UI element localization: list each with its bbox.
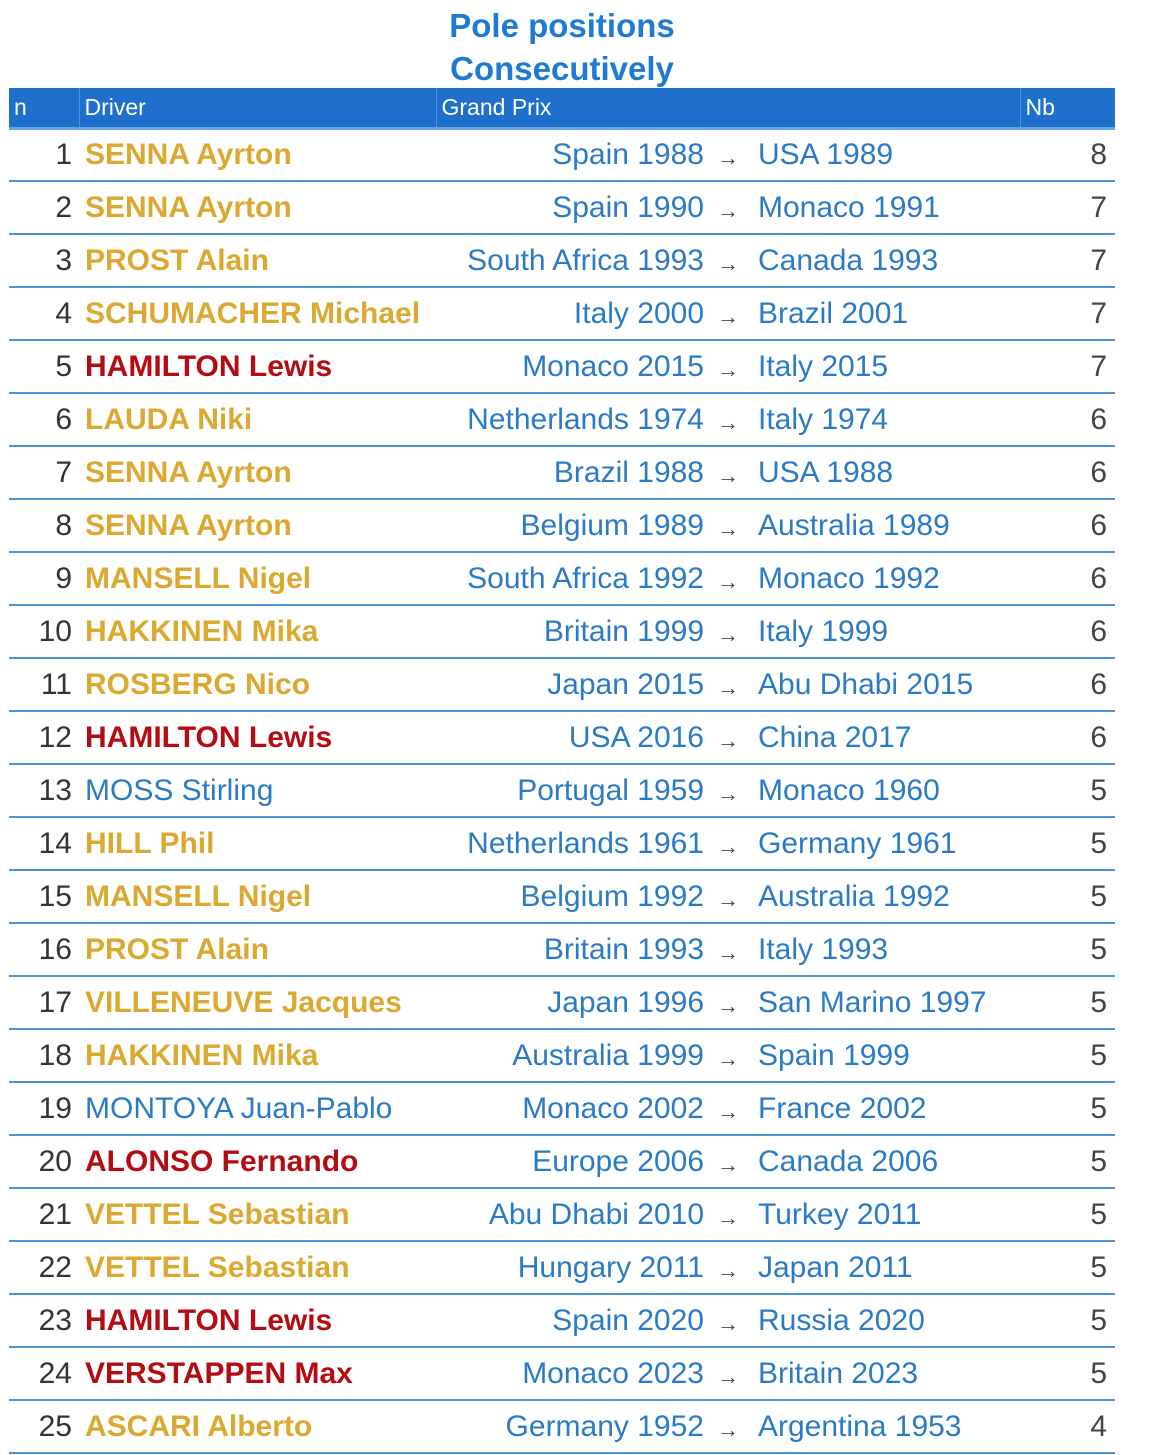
grand-prix-end[interactable]: Italy 1993	[752, 923, 1020, 976]
table-row	[9, 1294, 1115, 1347]
grand-prix-end[interactable]: Turkey 2011	[752, 1188, 1020, 1241]
pole-count: 5	[1020, 817, 1115, 870]
driver-name[interactable]: PROST Alain	[79, 234, 436, 287]
arrow-icon: →	[704, 1241, 752, 1294]
row-number: 19	[9, 1082, 79, 1135]
row-number: 22	[9, 1241, 79, 1294]
grand-prix-start[interactable]: Britain 1993	[436, 923, 704, 976]
driver-name[interactable]: MONTOYA Juan-Pablo	[79, 1082, 436, 1135]
table-row	[9, 1400, 1115, 1453]
grand-prix-end[interactable]: China 2017	[752, 711, 1020, 764]
table-row	[9, 605, 1115, 658]
arrow-icon: →	[704, 446, 752, 499]
pole-count: 7	[1020, 181, 1115, 234]
arrow-icon: →	[704, 181, 752, 234]
grand-prix-start[interactable]: USA 2016	[436, 711, 704, 764]
driver-name[interactable]: HAMILTON Lewis	[79, 1294, 436, 1347]
driver-name[interactable]: VERSTAPPEN Max	[79, 1347, 436, 1400]
row-number: 11	[9, 658, 79, 711]
table-title	[0, 4, 1124, 90]
driver-name[interactable]: VETTEL Sebastian	[79, 1241, 436, 1294]
grand-prix-start[interactable]: Monaco 2015	[436, 340, 704, 393]
row-number: 21	[9, 1188, 79, 1241]
driver-name[interactable]: ALONSO Fernando	[79, 1135, 436, 1188]
table-row	[9, 817, 1115, 870]
pole-positions-table	[9, 88, 1115, 1454]
grand-prix-start[interactable]: Italy 2000	[436, 287, 704, 340]
arrow-icon: →	[704, 1082, 752, 1135]
arrow-icon: →	[704, 711, 752, 764]
arrow-icon: →	[704, 1188, 752, 1241]
grand-prix-end[interactable]: Monaco 1992	[752, 552, 1020, 605]
grand-prix-start[interactable]: Spain 2020	[436, 1294, 704, 1347]
driver-name[interactable]: ASCARI Alberto	[79, 1400, 436, 1453]
row-number: 9	[9, 552, 79, 605]
row-number: 7	[9, 446, 79, 499]
driver-name[interactable]: MOSS Stirling	[79, 764, 436, 817]
row-number: 14	[9, 817, 79, 870]
row-number: 16	[9, 923, 79, 976]
arrow-icon: →	[704, 393, 752, 446]
pole-count: 5	[1020, 976, 1115, 1029]
table-row	[9, 446, 1115, 499]
row-number: 24	[9, 1347, 79, 1400]
arrow-icon: →	[704, 499, 752, 552]
row-number: 3	[9, 234, 79, 287]
arrow-icon: →	[704, 552, 752, 605]
grand-prix-start[interactable]: Germany 1952	[436, 1400, 704, 1453]
pole-count: 5	[1020, 1082, 1115, 1135]
pole-count: 5	[1020, 1294, 1115, 1347]
driver-name[interactable]: VETTEL Sebastian	[79, 1188, 436, 1241]
grand-prix-end[interactable]: Australia 1989	[752, 499, 1020, 552]
driver-name[interactable]: SENNA Ayrton	[79, 181, 436, 234]
arrow-icon: →	[704, 605, 752, 658]
table-row	[9, 1135, 1115, 1188]
table-header	[9, 88, 1115, 128]
driver-name[interactable]: SENNA Ayrton	[79, 499, 436, 552]
grand-prix-end[interactable]: Brazil 2001	[752, 287, 1020, 340]
driver-name[interactable]: HILL Phil	[79, 817, 436, 870]
pole-count: 5	[1020, 764, 1115, 817]
driver-name[interactable]: SENNA Ayrton	[79, 446, 436, 499]
table-row	[9, 1347, 1115, 1400]
driver-name[interactable]: HAMILTON Lewis	[79, 340, 436, 393]
table-row	[9, 976, 1115, 1029]
row-number: 23	[9, 1294, 79, 1347]
table-row	[9, 870, 1115, 923]
pole-count: 6	[1020, 658, 1115, 711]
driver-name[interactable]: ROSBERG Nico	[79, 658, 436, 711]
row-number: 1	[9, 128, 79, 181]
grand-prix-start[interactable]: Japan 2015	[436, 658, 704, 711]
driver-name[interactable]: LAUDA Niki	[79, 393, 436, 446]
table-row	[9, 340, 1115, 393]
driver-name[interactable]: HAKKINEN Mika	[79, 605, 436, 658]
table-body	[9, 128, 1115, 1453]
driver-name[interactable]: HAKKINEN Mika	[79, 1029, 436, 1082]
grand-prix-start[interactable]: Belgium 1992	[436, 870, 704, 923]
header-driver[interactable]: Driver	[79, 88, 436, 128]
pole-count: 6	[1020, 711, 1115, 764]
grand-prix-start[interactable]: South Africa 1993	[436, 234, 704, 287]
row-number: 12	[9, 711, 79, 764]
arrow-icon: →	[704, 287, 752, 340]
arrow-icon: →	[704, 1400, 752, 1453]
pole-count: 5	[1020, 1241, 1115, 1294]
table-row	[9, 1188, 1115, 1241]
grand-prix-start[interactable]: Portugal 1959	[436, 764, 704, 817]
grand-prix-end[interactable]: Canada 2006	[752, 1135, 1020, 1188]
pole-count: 8	[1020, 128, 1115, 181]
grand-prix-end[interactable]: Argentina 1953	[752, 1400, 1020, 1453]
grand-prix-start[interactable]: Monaco 2023	[436, 1347, 704, 1400]
driver-name[interactable]: MANSELL Nigel	[79, 552, 436, 605]
grand-prix-start[interactable]: Australia 1999	[436, 1029, 704, 1082]
grand-prix-start[interactable]: Spain 1990	[436, 181, 704, 234]
grand-prix-start[interactable]: Monaco 2002	[436, 1082, 704, 1135]
arrow-icon: →	[704, 234, 752, 287]
title-line-1: Pole positions	[449, 7, 675, 44]
table-row	[9, 711, 1115, 764]
table-row	[9, 552, 1115, 605]
arrow-icon: →	[704, 1135, 752, 1188]
row-number: 6	[9, 393, 79, 446]
arrow-icon: →	[704, 976, 752, 1029]
pole-count: 6	[1020, 552, 1115, 605]
grand-prix-end[interactable]: Canada 1993	[752, 234, 1020, 287]
header-n[interactable]: n	[9, 88, 79, 128]
header-nb[interactable]: Nb	[1020, 88, 1115, 128]
table-row	[9, 1241, 1115, 1294]
arrow-icon: →	[704, 923, 752, 976]
grand-prix-start[interactable]: Brazil 1988	[436, 446, 704, 499]
arrow-icon: →	[704, 340, 752, 393]
row-number: 13	[9, 764, 79, 817]
grand-prix-end[interactable]: Japan 2011	[752, 1241, 1020, 1294]
grand-prix-end[interactable]: Britain 2023	[752, 1347, 1020, 1400]
row-number: 20	[9, 1135, 79, 1188]
grand-prix-start[interactable]: Abu Dhabi 2010	[436, 1188, 704, 1241]
pole-count: 5	[1020, 923, 1115, 976]
grand-prix-start[interactable]: South Africa 1992	[436, 552, 704, 605]
grand-prix-end[interactable]: Russia 2020	[752, 1294, 1020, 1347]
header-grand-prix[interactable]: Grand Prix	[436, 88, 1020, 128]
table-row	[9, 181, 1115, 234]
arrow-icon: →	[704, 1347, 752, 1400]
grand-prix-end[interactable]: Australia 1992	[752, 870, 1020, 923]
grand-prix-end[interactable]: Italy 1999	[752, 605, 1020, 658]
header-row	[9, 88, 1115, 128]
grand-prix-end[interactable]: Monaco 1960	[752, 764, 1020, 817]
pole-count: 6	[1020, 393, 1115, 446]
grand-prix-start[interactable]: Japan 1996	[436, 976, 704, 1029]
arrow-icon: →	[704, 764, 752, 817]
pole-count: 5	[1020, 1135, 1115, 1188]
grand-prix-end[interactable]: Germany 1961	[752, 817, 1020, 870]
grand-prix-start[interactable]: Britain 1999	[436, 605, 704, 658]
row-number: 5	[9, 340, 79, 393]
table-row	[9, 234, 1115, 287]
pole-count: 7	[1020, 234, 1115, 287]
grand-prix-start[interactable]: Belgium 1989	[436, 499, 704, 552]
row-number: 25	[9, 1400, 79, 1453]
grand-prix-end[interactable]: Spain 1999	[752, 1029, 1020, 1082]
grand-prix-end[interactable]: France 2002	[752, 1082, 1020, 1135]
pole-count: 6	[1020, 499, 1115, 552]
table-row	[9, 1082, 1115, 1135]
table-row	[9, 128, 1115, 181]
arrow-icon: →	[704, 658, 752, 711]
driver-name[interactable]: HAMILTON Lewis	[79, 711, 436, 764]
pole-count: 4	[1020, 1400, 1115, 1453]
driver-name[interactable]: VILLENEUVE Jacques	[79, 976, 436, 1029]
title-line-2: Consecutively	[450, 50, 674, 87]
grand-prix-start[interactable]: Netherlands 1961	[436, 817, 704, 870]
grand-prix-end[interactable]: Monaco 1991	[752, 181, 1020, 234]
row-number: 18	[9, 1029, 79, 1082]
row-number: 4	[9, 287, 79, 340]
table-row	[9, 923, 1115, 976]
arrow-icon: →	[704, 1029, 752, 1082]
pole-count: 5	[1020, 1188, 1115, 1241]
row-number: 15	[9, 870, 79, 923]
grand-prix-start[interactable]: Europe 2006	[436, 1135, 704, 1188]
row-number: 10	[9, 605, 79, 658]
table-row	[9, 658, 1115, 711]
grand-prix-end[interactable]: USA 1989	[752, 128, 1020, 181]
grand-prix-end[interactable]: San Marino 1997	[752, 976, 1020, 1029]
row-number: 17	[9, 976, 79, 1029]
pole-count: 5	[1020, 870, 1115, 923]
arrow-icon: →	[704, 1294, 752, 1347]
driver-name[interactable]: SENNA Ayrton	[79, 128, 436, 181]
arrow-icon: →	[704, 817, 752, 870]
pole-count: 5	[1020, 1029, 1115, 1082]
grand-prix-end[interactable]: Italy 2015	[752, 340, 1020, 393]
grand-prix-end[interactable]: Abu Dhabi 2015	[752, 658, 1020, 711]
table-row	[9, 393, 1115, 446]
arrow-icon: →	[704, 870, 752, 923]
driver-name[interactable]: SCHUMACHER Michael	[79, 287, 436, 340]
table-row	[9, 287, 1115, 340]
pole-count: 7	[1020, 340, 1115, 393]
grand-prix-start[interactable]: Hungary 2011	[436, 1241, 704, 1294]
pole-count: 6	[1020, 446, 1115, 499]
grand-prix-end[interactable]: USA 1988	[752, 446, 1020, 499]
grand-prix-end[interactable]: Italy 1974	[752, 393, 1020, 446]
driver-name[interactable]: MANSELL Nigel	[79, 870, 436, 923]
grand-prix-start[interactable]: Spain 1988	[436, 128, 704, 181]
table-row	[9, 499, 1115, 552]
pole-count: 7	[1020, 287, 1115, 340]
grand-prix-start[interactable]: Netherlands 1974	[436, 393, 704, 446]
table-row	[9, 1029, 1115, 1082]
table-row	[9, 764, 1115, 817]
driver-name[interactable]: PROST Alain	[79, 923, 436, 976]
arrow-icon: →	[704, 128, 752, 181]
pole-count: 6	[1020, 605, 1115, 658]
pole-count: 5	[1020, 1347, 1115, 1400]
row-number: 8	[9, 499, 79, 552]
row-number: 2	[9, 181, 79, 234]
